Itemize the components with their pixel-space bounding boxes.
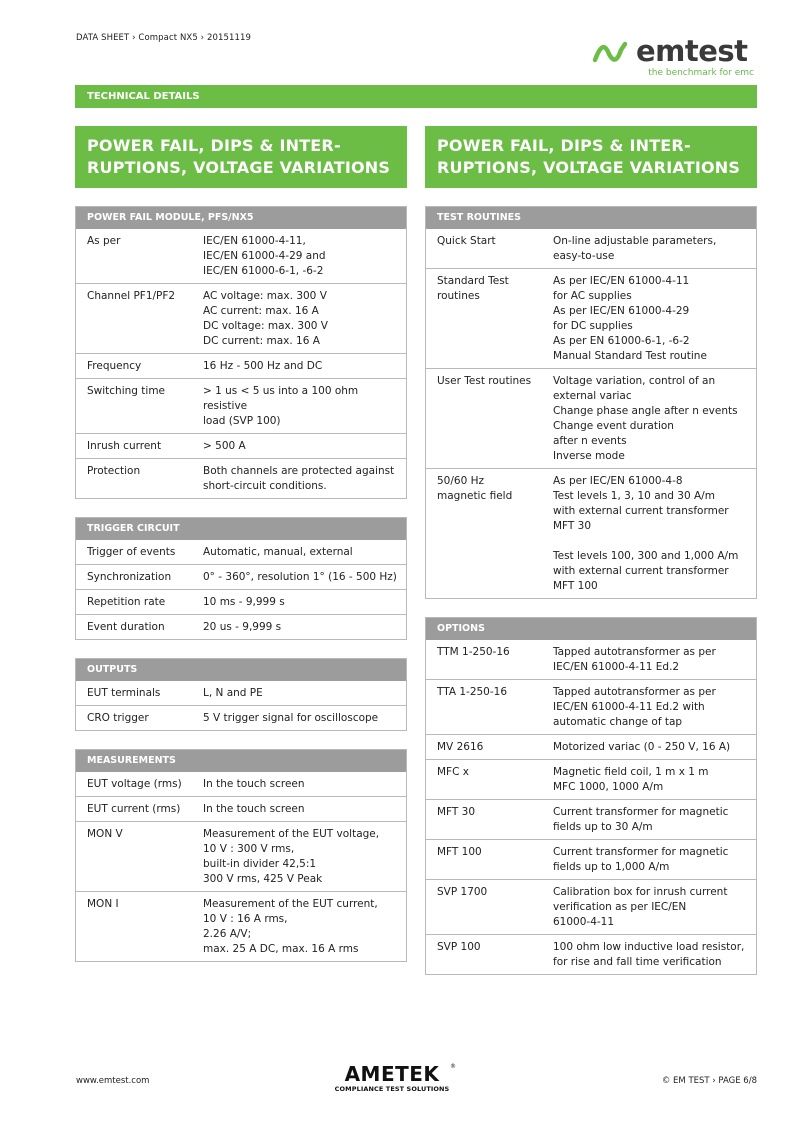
ametek-logo [330,1063,460,1097]
row-value: In the touch screen [203,803,305,815]
table-row [426,268,756,368]
row-value: 10 ms - 9,999 s [203,596,285,608]
footer-website: www.emtest.com [76,1076,150,1086]
row-label: MFT 30 [437,806,476,818]
left-column [75,126,407,962]
table-row [426,229,756,268]
row-value: Voltage variation, control of an external variac Change phase angle after n events Change event duration after n events Inverse mode [553,375,738,462]
registered-icon: ® [450,1063,456,1070]
row-value: Measurement of the EUT voltage, 10 V : 300 V rms, built-in divider 42,5:1 300 V rms, 425 V Peak [203,828,380,885]
row-label: Standard Test routines [437,275,509,302]
emtest-logo [592,34,758,84]
row-label: TTM 1-250-16 [437,646,510,658]
row-value: 20 us - 9,999 s [203,621,282,633]
logo-tagline: the benchmark for emc [648,68,754,78]
row-value: AC voltage: max. 300 V AC current: max. 16 A DC voltage: max. 300 V DC current: max. 16 A [203,290,328,347]
table-heading: TRIGGER CIRCUIT [76,518,406,540]
table-row [76,796,406,821]
table-row [76,705,406,730]
logo-wordmark: emtest [636,34,748,68]
table-row [76,891,406,961]
row-label: EUT terminals [87,687,161,699]
row-value: Measurement of the EUT current, 10 V : 16 A rms, 2.26 A/V; max. 25 A DC, max. 16 A rms [203,898,378,955]
table-row [426,759,756,799]
emtest-wave-icon [592,40,634,64]
row-value: 5 V trigger signal for oscilloscope [203,712,379,724]
table-row [76,821,406,891]
table-row [426,934,756,974]
table-heading: TEST ROUTINES [426,207,756,229]
right-column-title: POWER FAIL, DIPS & INTER- RUPTIONS, VOLTAGE VARIATIONS [425,126,757,188]
table-row [426,839,756,879]
table-row [76,589,406,614]
table-row [76,378,406,433]
table-row [76,772,406,796]
table-heading: POWER FAIL MODULE, PFS/NX5 [76,207,406,229]
row-value: > 500 A [203,440,246,452]
row-label: Quick Start [437,235,496,247]
left-column-title: POWER FAIL, DIPS & INTER- RUPTIONS, VOLTAGE VARIATIONS [75,126,407,188]
table-row [76,283,406,353]
spec-table [425,206,757,599]
spec-table [75,658,407,731]
table-row [76,681,406,705]
spec-table [75,206,407,499]
row-label: Switching time [87,385,166,397]
table-row [426,734,756,759]
row-value: Motorized variac (0 - 250 V, 16 A) [553,741,731,753]
spec-table [425,617,757,975]
table-row [426,640,756,679]
spec-table [75,517,407,640]
ametek-subtitle: COMPLIANCE TEST SOLUTIONS [334,1085,450,1093]
row-label: Frequency [87,360,142,372]
table-row [426,368,756,468]
row-label: Inrush current [87,440,162,452]
row-label: MFT 100 [437,846,482,858]
row-value: > 1 us < 5 us into a 100 ohm resistive load (SVP 100) [203,385,359,427]
row-label: MV 2616 [437,741,484,753]
row-value: 16 Hz - 500 Hz and DC [203,360,323,372]
row-label: Event duration [87,621,165,633]
row-label: Repetition rate [87,596,166,608]
row-label: 50/60 Hz magnetic field [437,475,513,502]
row-value: 100 ohm low inductive load resistor, for rise and fall time verification [553,941,745,968]
table-row [76,229,406,283]
row-label: Channel PF1/PF2 [87,290,176,302]
table-row [76,458,406,498]
row-label: TTA 1-250-16 [437,686,508,698]
row-label: Protection [87,465,141,477]
section-title-bar: TECHNICAL DETAILS [75,85,757,108]
table-heading: OUTPUTS [76,659,406,681]
spec-table [75,749,407,962]
table-row [76,614,406,639]
row-label: CRO trigger [87,712,149,724]
row-label: Synchronization [87,571,172,583]
table-row [426,879,756,934]
row-value: Tapped autotransformer as per IEC/EN 61000-4-11 Ed.2 with automatic change of tap [553,686,716,728]
table-row [76,540,406,564]
row-value: Current transformer for magnetic fields up to 1,000 A/m [553,846,729,873]
row-value: On-line adjustable parameters, easy-to-use [553,235,717,262]
row-value: Tapped autotransformer as per IEC/EN 61000-4-11 Ed.2 [553,646,716,673]
row-value: L, N and PE [203,687,263,699]
row-value: In the touch screen [203,778,305,790]
table-row [426,679,756,734]
row-label: SVP 1700 [437,886,488,898]
row-label: EUT voltage (rms) [87,778,182,790]
breadcrumb: DATA SHEET › Compact NX5 › 20151119 [76,33,252,43]
row-label: MON I [87,898,119,910]
table-row [76,433,406,458]
footer-page-number: © EM TEST › PAGE 6/8 [661,1076,757,1086]
table-row [76,353,406,378]
row-label: Trigger of events [87,546,176,558]
table-row [426,468,756,598]
table-row [426,799,756,839]
row-label: MFC x [437,766,469,778]
row-value: Calibration box for inrush current verification as per IEC/EN 61000-4-11 [553,886,728,928]
table-heading: MEASUREMENTS [76,750,406,772]
row-label: SVP 100 [437,941,481,953]
row-label: As per [87,235,121,247]
row-label: EUT current (rms) [87,803,181,815]
row-value: IEC/EN 61000-4-11, IEC/EN 61000-4-29 and IEC/EN 61000-6-1, -6-2 [203,235,326,277]
row-value: Current transformer for magnetic fields up to 30 A/m [553,806,729,833]
row-label: MON V [87,828,123,840]
row-value: 0° - 360°, resolution 1° (16 - 500 Hz) [203,571,397,583]
table-heading: OPTIONS [426,618,756,640]
row-value: Magnetic field coil, 1 m x 1 m MFC 1000, 1000 A/m [553,766,709,793]
ametek-wordmark: AMETEK [344,1062,440,1086]
row-value: As per IEC/EN 61000-4-8 Test levels 1, 3, 10 and 30 A/m with external current transformer MFT 30 Test levels 100, 300 and 1,000 A/m with external current transformer MFT 100 [553,475,739,592]
row-label: User Test routines [437,375,532,387]
right-column [425,126,757,975]
row-value: Both channels are protected against short-circuit conditions. [203,465,395,492]
row-value: As per IEC/EN 61000-4-11 for AC supplies As per IEC/EN 61000-4-29 for DC supplies As per EN 61000-6-1, -6-2 Manual Standard Test routine [553,275,707,362]
row-value: Automatic, manual, external [203,546,353,558]
table-row [76,564,406,589]
